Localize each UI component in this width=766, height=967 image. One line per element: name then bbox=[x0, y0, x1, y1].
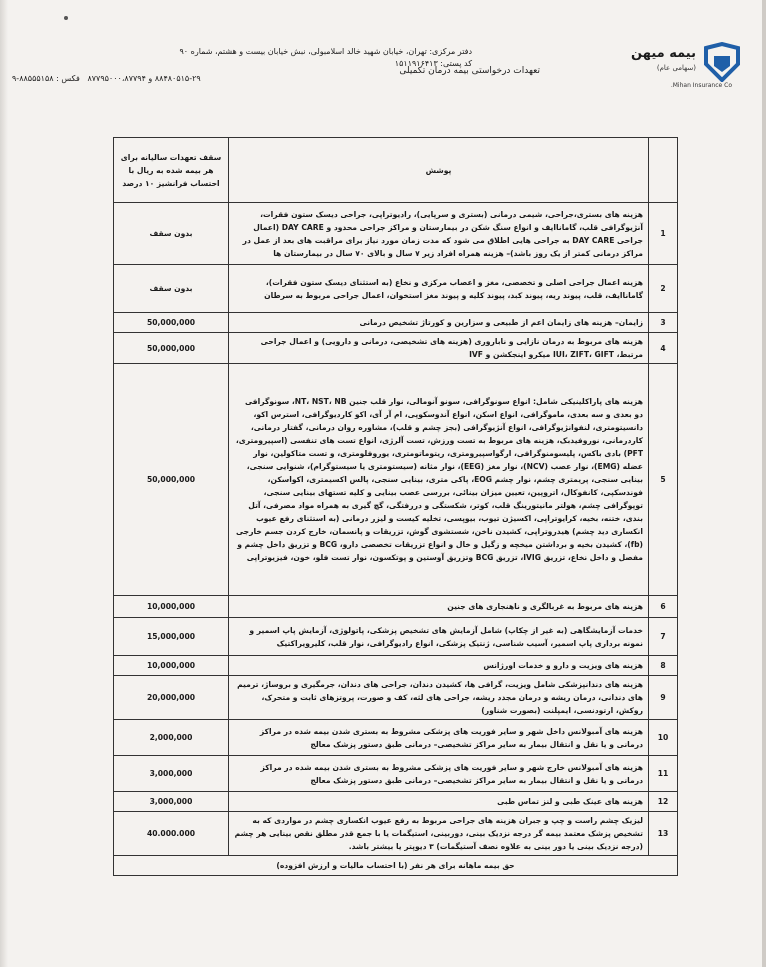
header-coverage: پوشش bbox=[229, 138, 649, 203]
page-edge bbox=[762, 0, 766, 967]
coverage-limit: 50,000,000 bbox=[114, 333, 229, 364]
coverage-description: هزینه های ویزیت و دارو و خدمات اورژانس bbox=[229, 656, 649, 676]
table-row bbox=[114, 656, 678, 676]
row-number: 1 bbox=[649, 203, 678, 265]
table-row bbox=[114, 265, 678, 313]
company-logo bbox=[622, 42, 742, 94]
row-number: 3 bbox=[649, 313, 678, 333]
coverage-limit: 50,000,000 bbox=[114, 313, 229, 333]
coverage-description: هزینه های مربوط به غربالگری و ناهنجاری های جنین bbox=[229, 596, 649, 618]
postal-code: کد پستی: ۱۵۱۱۹۱۶۴۱۳ bbox=[394, 59, 472, 68]
row-number: 10 bbox=[649, 720, 678, 756]
company-type: (سهامی عام) bbox=[656, 64, 696, 72]
row-number: 6 bbox=[649, 596, 678, 618]
hole-mark bbox=[64, 16, 68, 20]
coverage-description: خدمات آزمایشگاهی (به غیر از چکاپ) شامل آزمایش های تشخیص پزشکی، پاتولوژی، آزمایش پاپ اسمیر و نمونه برداری پاپ اسمیر، آسیب شناسی، ژنتیک پزشکی، انواع رادیوگرافی، نوار قلب، کلیرویراکتیک bbox=[229, 618, 649, 656]
phone-numbers: ۸۸۴۸۰۵۱۵-۲۹ و ۸۷۷۹۵۰۰۰،۸۷۷۹۴ bbox=[87, 74, 201, 83]
coverage-description: لیزیک چشم راست و چپ و جبران هزینه های جراحی مربوط به رفع عیوب انکساری چشم در مواردی که به تشخیص پزشک معتمد بیمه گر درجه نزدیک بینی، دوربینی، استیگمات یا با جمع قدر مطلق نقص بینایی هر چشم (درجه نزدیک بینی یا دور بینی به علاوه نصف آستیگمات) ۳ دیوپتر یا بیشتر باشد. bbox=[229, 812, 649, 856]
coverage-description: هزینه های پاراکلینیکی شامل: انواع سونوگرافی، سونو آنومالی، نوار قلب جنین NT، NST، NB، سونوگرافی دو بعدی و سه بعدی، ماموگرافی، انواع اسکن، انواع آندوسکوپی، ام آر آی، اکو کاردیوگرافی، استرس اکو، دانسیتومتری، لنفوانژیوگرافی، انواع آنژیوگرافی (بجز چشم و قلب)، مشاوره روان درمانی، گفتار درمانی، کاردرمانی، نوروفیدبک، هزینه های مربوط به تست ورزش، تست آلرژی، انواع تست های تنفسی (اسپیرومتری، PFT) بادی باکس، پلیسومنوگرافی، ارگواسپیرومتری، ریتوماتومتری، یوروفلومتری، و تست متاکولین، نوار عضله (EMG)، نوار عصب (NCV)، نوار مغز (EEG)، نوار مثانه (سیستومتری یا سیستوگرام)، شنوایی سنجی، بینایی سنجی، پریمتری چشم، نوار چشم EOG، پاکی متری، بینایی سنجی، پالس اکسیمتری، اکواسکن، فوندسکپی، کانفوکال، اتروپین، تعیین میزان بینائی، بررسی عصب بینایی و کلیه تستهای بینایی سنجی، توپوگرافی چشم، هولتر مانیتورینگ قلب، کوتر، شکستگی و دررفتگی، گچ گیری به همراه مواد مصرفی، آتل بندی، ختنه، بخیه، کرایوتراپی، اکسیژن تیوب، بیوپسی، تخلیه کیست و لیزر درمانی (به استثنای رفع عیوب انکساری دید چشم) هیدروتراپی، کشیدن ناخن، شستشوی گوش، تزریقات و پانسمان، خارج کردن جسم خارجی (fb)، کشیدن بخیه و برداشتن میخچه و زگیل و خال و انواع تزریقات تخصصی دارو، BCG و تزریق داخل چشم و مفصل و داخل نخاع، تزریق IVIG، تزریق BCG وتزریق آوستین و پوتکسون، نوار تست فلو، خون، فیزیوتراپی bbox=[229, 364, 649, 596]
coverage-description: هزینه های بستری،جراحی، شیمی درمانی (بستری و سرپایی)، رادیوتراپی، جراحی دیسک ستون فقرات، آنژیوگرافی قلب، گاماناایف و انواع سنگ شکن در بیمارستان و مراکز جراحی محدود و DAY CARE (اعمال جراحی DAY CARE به جراحی هایی اطلاق می شود که مدت زمان مورد نیاز برای مراقبت های بعد از عمل در مراکز درمانی کمتر از یک روز باشد)– هزینه همراه افراد زیر ۷ سال و بالای ۷۰ سال در بیمارستان ها bbox=[229, 203, 649, 265]
coverage-description: هزینه های آمبولانس داخل شهر و سایر فوریت های پزشکی مشروط به بستری شدن بیمه شده در مراکز درمانی و یا نقل و انتقال بیمار به سایر مراکز تشخیصی– درمانی طبق دستور پزشک معالج bbox=[229, 720, 649, 756]
coverage-limit: 40.000.000 bbox=[114, 812, 229, 856]
row-number: 9 bbox=[649, 676, 678, 720]
coverage-description: هزینه های مربوط به درمان نازایی و ناباروری (هزینه های تشخیصی، درمانی و دارویی) و اعمال جراحی مرتبط، IUI، ZIFT، GIFT میکرو اینجکشن و IVF bbox=[229, 333, 649, 364]
table-row bbox=[114, 313, 678, 333]
coverage-limit: 50,000,000 bbox=[114, 364, 229, 596]
table-body bbox=[114, 203, 678, 856]
table-row bbox=[114, 756, 678, 792]
table-header-row bbox=[114, 138, 678, 203]
table-row bbox=[114, 364, 678, 596]
table-row bbox=[114, 203, 678, 265]
fax-number: فکس : ۸۸۵۵۵۱۵۸-۹ bbox=[12, 74, 80, 83]
mihan-logo-icon bbox=[702, 42, 742, 82]
table-row bbox=[114, 720, 678, 756]
header-number-cell bbox=[649, 138, 678, 203]
coverage-description: زایمان– هزینه های زایمان اعم از طبیعی و سزارین و کورتاژ تشخیص درمانی bbox=[229, 313, 649, 333]
coverage-limit: 20,000,000 bbox=[114, 676, 229, 720]
table-row bbox=[114, 792, 678, 812]
document-title: تعهدات درخواستی بیمه درمان تکمیلی bbox=[399, 66, 540, 76]
address-line: دفتر مرکزی: تهران، خیابان شهید خالد اسلامبولی، نبش خیابان بیست و هشتم، شماره ۹۰ bbox=[179, 47, 472, 56]
row-number: 5 bbox=[649, 364, 678, 596]
row-number: 7 bbox=[649, 618, 678, 656]
company-name-en: Mihan Insurance Co. bbox=[670, 82, 732, 89]
table-row bbox=[114, 676, 678, 720]
coverage-limit: بدون سقف bbox=[114, 203, 229, 265]
row-number: 8 bbox=[649, 656, 678, 676]
coverage-description: هزینه های دندانپزشکی شامل ویزیت، گرافی ها، کشیدن دندان، جراحی های دندان، جرمگیری و بروساژ، ترمیم های دندانی، درمان ریشه و درمان مجدد ریشه، جراحی های لثه، کف و صورت، پروتزهای ثابت و متحرک، روکش، ارتودنسی، ایمپلنت (بصورت شناور) bbox=[229, 676, 649, 720]
header-amount: سقف تعهدات سالیانه برای هر بیمه شده به ریال با احتساب فرانشیز ۱۰ درصد bbox=[114, 138, 229, 203]
table-row bbox=[114, 596, 678, 618]
contact-line bbox=[12, 74, 312, 83]
coverage-limit: 2,000,000 bbox=[114, 720, 229, 756]
coverage-description: هزینه اعمال جراحی اصلی و تخصصی، مغز و اعصاب مرکزی و نخاع (به استثنای دیسک ستون فقرات)، گاماناایف، قلب، پیوند ریه، پیوند کبد، پیوند کلیه و پیوند مغز استخوان، اعمال جراحی مربوط به سرطان bbox=[229, 265, 649, 313]
table-footer-row bbox=[114, 856, 678, 876]
row-number: 2 bbox=[649, 265, 678, 313]
page-shadow bbox=[0, 0, 8, 967]
coverage-limit: 10,000,000 bbox=[114, 596, 229, 618]
table-row bbox=[114, 812, 678, 856]
coverage-description: هزینه های آمبولانس خارج شهر و سایر فوریت های پزشکی مشروط به بستری شدن بیمه شده در مراکز درمانی و یا نقل و انتقال بیمار به سایر مراکز تشخیصی– درمانی طبق دستور پزشک معالج bbox=[229, 756, 649, 792]
company-name: بیمه میهن bbox=[631, 46, 696, 61]
coverage-limit: 3,000,000 bbox=[114, 756, 229, 792]
table-row bbox=[114, 333, 678, 364]
coverage-limit: 10,000,000 bbox=[114, 656, 229, 676]
footer-premium-label: حق بیمه ماهانه برای هر نفر (با احتساب مالیات و ارزش افزوده) bbox=[114, 856, 678, 876]
coverage-limit: 15,000,000 bbox=[114, 618, 229, 656]
coverage-limit: بدون سقف bbox=[114, 265, 229, 313]
row-number: 4 bbox=[649, 333, 678, 364]
row-number: 13 bbox=[649, 812, 678, 856]
coverage-table bbox=[113, 137, 678, 876]
table-row bbox=[114, 618, 678, 656]
row-number: 12 bbox=[649, 792, 678, 812]
coverage-limit: 3,000,000 bbox=[114, 792, 229, 812]
row-number: 11 bbox=[649, 756, 678, 792]
coverage-description: هزینه های عینک طبی و لنز تماس طبی bbox=[229, 792, 649, 812]
